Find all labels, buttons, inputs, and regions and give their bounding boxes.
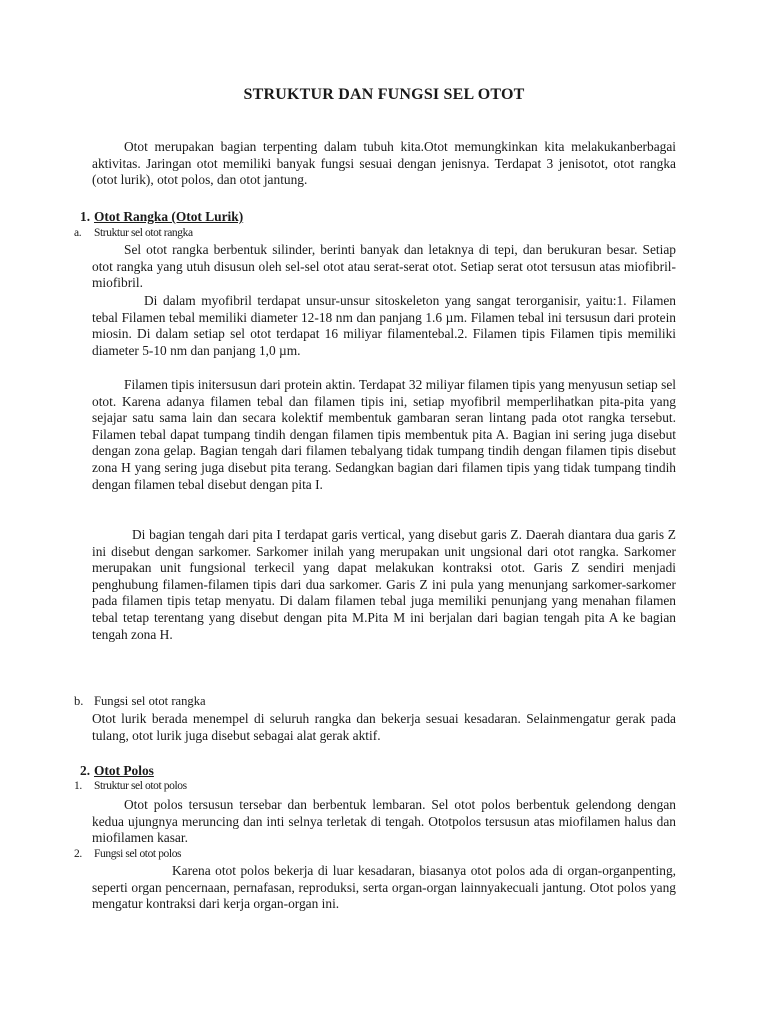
subsection-2-2-label: 2.: [74, 848, 82, 860]
section-2-heading: [80, 763, 154, 779]
section-2-number: 2.: [80, 763, 91, 778]
paragraph-a1: Sel otot rangka berbentuk silinder, berinti banyak dan letaknya di tepi, dan berukuran besar. Setiap otot rangka yang utuh disusun oleh sel-sel otot atau serat-serat otot. Setiap serat otot tersusun atas miofibril-miofibril.: [92, 242, 676, 291]
subsection-2-2-title: Fungsi sel otot polos: [94, 848, 182, 860]
section-2-title: Otot Polos: [94, 763, 154, 778]
subsection-2-1-title: Struktur sel otot polos: [94, 780, 187, 792]
subsection-b-label: b.: [74, 694, 84, 708]
section-1-heading: [80, 209, 243, 225]
document-title: STRUKTUR DAN FUNGSI SEL OTOT: [243, 86, 525, 103]
paragraph-a2: Di dalam myofibril terdapat unsur-unsur sitoskeleton yang sangat terorganisir, yaitu:1. Filamen tebal Filamen tebal memiliki diameter 12-18 nm dan panjang 1.6 µm. Filamen tebal ini tersusun dari protein miosin. Di dalam setiap sel otot terdapat 16 miliyar filamentebal.2. Filamen tipis Filamen tipis memiliki diameter 5-10 nm dan panjang 1,0 µm.: [92, 293, 676, 358]
paragraph-a3: Filamen tipis initersusun dari protein aktin. Terdapat 32 miliyar filamen tipis yang menyusun setiap sel otot. Karena adanya filamen tebal dan filamen tipis ini, setiap myofibril memperlihatkan pita-pita yang sejajar satu sama lain dan secara kolektif membentuk gambaran seran lintang pada otot rangka tersebut. Filamen tebal dapat tumpang tindih dengan filamen tipis membentuk pita A. Bagian ini sering juga disebut dengan zona gelap. Bagian tengah dari filamen tebalyang tidak tumpang tindih dengan filamen tipis disebut zona H yang sering juga disebut pita terang. Sedangkan bagian dari filamen tipis yang tidak tumpang tindih dengan filamen tebal disebut dengan pita I.: [92, 377, 676, 492]
subsection-a-label: a.: [74, 227, 82, 239]
intro-paragraph: Otot merupakan bagian terpenting dalam tubuh kita.Otot memungkinkan kita melakukanberbagai aktivitas. Jaringan otot memiliki banyak fungsi sesuai dengan jenisnya. Terdapat 3 jenisotot, otot rangka (otot lurik), otot polos, dan otot jantung.: [92, 139, 676, 188]
section-1-title: Otot Rangka (Otot Lurik): [94, 209, 244, 224]
subsection-2-1-heading: [74, 780, 187, 792]
paragraph-b: Otot lurik berada menempel di seluruh rangka dan bekerja sesuai kesadaran. Selainmengatur gerak pada tulang, otot lurik juga disebut sebagai alat gerak aktif.: [92, 711, 676, 743]
subsection-a-heading: [74, 227, 193, 239]
paragraph-2-2: Karena otot polos bekerja di luar kesadaran, biasanya otot polos ada di organ-organpenting, seperti organ pencernaan, pernafasan, reproduksi, serta organ-organ lainnyakecuali jantung. Otot polos yang mengatur kontraksi dari kerja organ-organ ini.: [92, 863, 676, 912]
subsection-a-title: Struktur sel otot rangka: [94, 227, 193, 239]
paragraph-2-1: Otot polos tersusun tersebar dan berbentuk lembaran. Sel otot polos berbentuk gelendong dengan kedua ujungnya meruncing dan inti selnya terletak di tengah. Ototpolos tersusun atas miofilamen halus dan miofilamen kasar.: [92, 797, 676, 846]
subsection-b-heading: [74, 694, 206, 709]
paragraph-a4: Di bagian tengah dari pita I terdapat garis vertical, yang disebut garis Z. Daerah diantara dua garis Z ini disebut dengan sarkomer. Sarkomer inilah yang merupakan unit ungsional dari otot rangka. Sarkomer merupakan unit fungsional terkecil yang dapat melakukan kontraksi otot. Garis Z sendiri menjadi penghubung filamen-filamen tipis dari dua sarkomer. Garis Z ini pula yang menunjang sarkomer-sarkomer pada filamen tipis tetap menyatu. Di dalam filamen tebal juga memiliki penunjang yang menahan filamen tebal tetap terentang yang disebut dengan pita M.Pita M ini berjalan dari bagian tengah pita A ke bagian tengah zona H.: [92, 527, 676, 642]
subsection-b-title: Fungsi sel otot rangka: [94, 694, 206, 708]
subsection-2-1-label: 1.: [74, 780, 82, 792]
subsection-2-2-heading: [74, 848, 181, 860]
section-1-number: 1.: [80, 209, 91, 224]
